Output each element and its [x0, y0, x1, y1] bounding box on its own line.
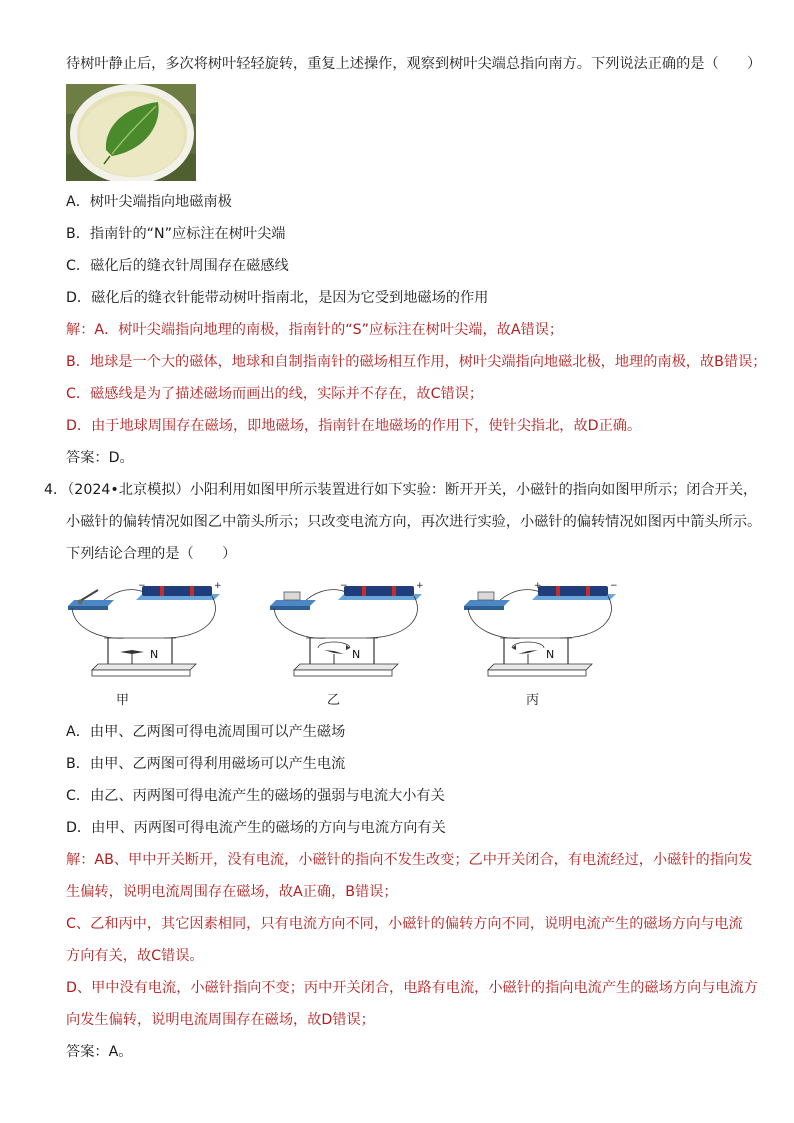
- q4-option-c: C．由乙、丙两图可得电流产生的磁场的强弱与电流大小有关: [66, 788, 445, 804]
- q4-option-d: D．由甲、丙两图可得电流产生的磁场的方向与电流方向有关: [66, 820, 446, 836]
- q4-solution-line: 解：AB、甲中开关断开，没有电流，小磁针的指向不发生改变；乙中开关闭合，有电流经过，小磁针的指向发: [66, 852, 753, 868]
- question-4-stem: 4．（2024•北京模拟）小阳利用如图甲所示装置进行如下实验：断开开关，小磁针的指向如图甲所示；闭合开关，: [44, 482, 758, 498]
- q4-solution-line: D、甲中没有电流，小磁针指向不变；丙中开关闭合，电路有电流，小磁针的指向电流产生的磁场方向与电流方: [66, 980, 758, 996]
- q3-solution-line: 解：A．树叶尖端指向地理的南极，指南针的“S”应标注在树叶尖端，故A错误；: [66, 322, 564, 338]
- figure-caption-yi: 乙: [327, 693, 341, 708]
- q3-option-d: D．磁化后的缝衣针能带动树叶指南北，是因为它受到地磁场的作用: [66, 290, 489, 306]
- figure-caption-jia: 甲: [116, 693, 130, 708]
- q4-option-b: B．由甲、乙两图可得利用磁场可以产生电流: [66, 756, 346, 772]
- needle-north-label: N: [352, 648, 361, 661]
- needle-north-label: N: [546, 648, 555, 661]
- figure-caption-bing: 丙: [526, 693, 540, 708]
- q3-answer: 答案：D。: [66, 450, 134, 466]
- battery-terminal-left: −: [138, 581, 146, 591]
- q4-option-a: A．由甲、乙两图可得电流周围可以产生磁场: [66, 724, 346, 740]
- battery-terminal-left: −: [340, 581, 348, 591]
- q3-option-b: B．指南针的“N”应标注在树叶尖端: [66, 226, 286, 242]
- figure-jia-apparatus: [64, 578, 224, 690]
- q4-solution-line: 方向有关，故C错误。: [66, 948, 204, 964]
- figure-yi-apparatus: [266, 578, 426, 690]
- q3-option-a: A．树叶尖端指向地磁南极: [66, 194, 232, 210]
- q3-solution-line: B．地球是一个大的磁体，地球和自制指南针的磁场相互作用，树叶尖端指向地磁北极，地理的南极，故B错误；: [66, 354, 767, 370]
- battery-terminal-right: +: [214, 581, 222, 591]
- figure-bing-apparatus: [460, 578, 620, 690]
- q3-solution-line: D．由于地球周围存在磁场，即地磁场，指南针在地磁场的作用下，使针尖指北，故D正确。: [66, 418, 642, 434]
- question-4-stem: 下列结论合理的是（ ）: [66, 546, 237, 562]
- needle-north-label: N: [150, 648, 159, 661]
- question-3-stem: 待树叶静止后，多次将树叶轻轻旋转，重复上述操作，观察到树叶尖端总指向南方。下列说法正确的是（ ）: [66, 56, 762, 72]
- q3-option-c: C．磁化后的缝衣针周围存在磁感线: [66, 258, 289, 274]
- leaf-compass-photo: [66, 84, 196, 181]
- battery-terminal-left: +: [534, 581, 542, 591]
- q4-solution-line: 生偏转，说明电流周围存在磁场，故A正确，B错误；: [66, 884, 398, 900]
- battery-terminal-right: −: [610, 581, 618, 591]
- question-4-stem: 小磁针的偏转情况如图乙中箭头所示；只改变电流方向，再次进行实验，小磁针的偏转情况如图丙中箭头所示。: [66, 514, 762, 530]
- q4-answer: 答案：A。: [66, 1044, 133, 1060]
- q4-solution-line: C、乙和丙中，其它因素相同，只有电流方向不同，小磁针的偏转方向不同，说明电流产生的磁场方向与电流: [66, 916, 743, 932]
- q3-solution-line: C．磁感线是为了描述磁场而画出的线，实际并不存在，故C错误；: [66, 386, 484, 402]
- battery-terminal-right: +: [416, 581, 424, 591]
- q4-solution-line: 向发生偏转，说明电流周围存在磁场，故D错误；: [66, 1012, 375, 1028]
